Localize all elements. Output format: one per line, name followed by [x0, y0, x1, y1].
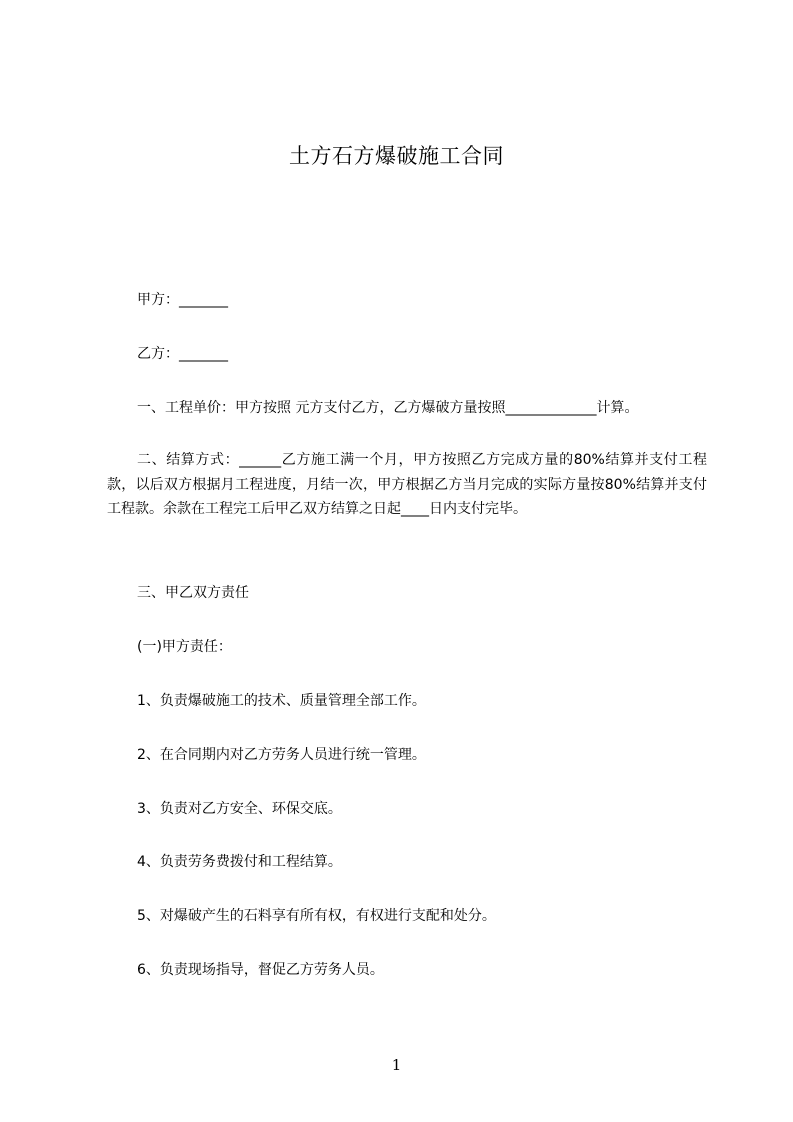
list-item: 3、负责对乙方安全、环保交底。	[137, 801, 342, 817]
list-item: 4、负责劳务费拨付和工程结算。	[137, 854, 342, 870]
page-number: 1	[391, 1056, 402, 1074]
clause-unit-price: 一、工程单价：甲方按照 元方支付乙方，乙方爆破方量按照_____________计算。	[137, 400, 639, 416]
party-a-line: 甲方：_______	[137, 292, 228, 308]
list-item: 6、负责现场指导，督促乙方劳务人员。	[137, 962, 384, 978]
party-b-line: 乙方：_______	[137, 346, 228, 362]
list-item: 1、负责爆破施工的技术、质量管理全部工作。	[137, 693, 426, 709]
party-a-responsibilities-heading: (一)甲方责任：	[137, 639, 232, 655]
document-title: 土方石方爆破施工合同	[289, 144, 504, 168]
list-item: 2、在合同期内对乙方劳务人员进行统一管理。	[137, 747, 426, 763]
clause-responsibilities: 三、甲乙双方责任	[137, 585, 249, 601]
clause-settlement: 二、结算方式：______乙方施工满一个月，甲方按照乙方完成方量的80%结算并支付工程款，以后双方根据月工程进度，月结一次，甲方根据乙方当月完成的实际方量按80%结算并支付工程款。余款在工程完工后甲乙双方结算之日起____日内支付完毕。	[107, 452, 707, 517]
list-item: 5、对爆破产生的石料享有所有权，有权进行支配和处分。	[137, 908, 496, 924]
